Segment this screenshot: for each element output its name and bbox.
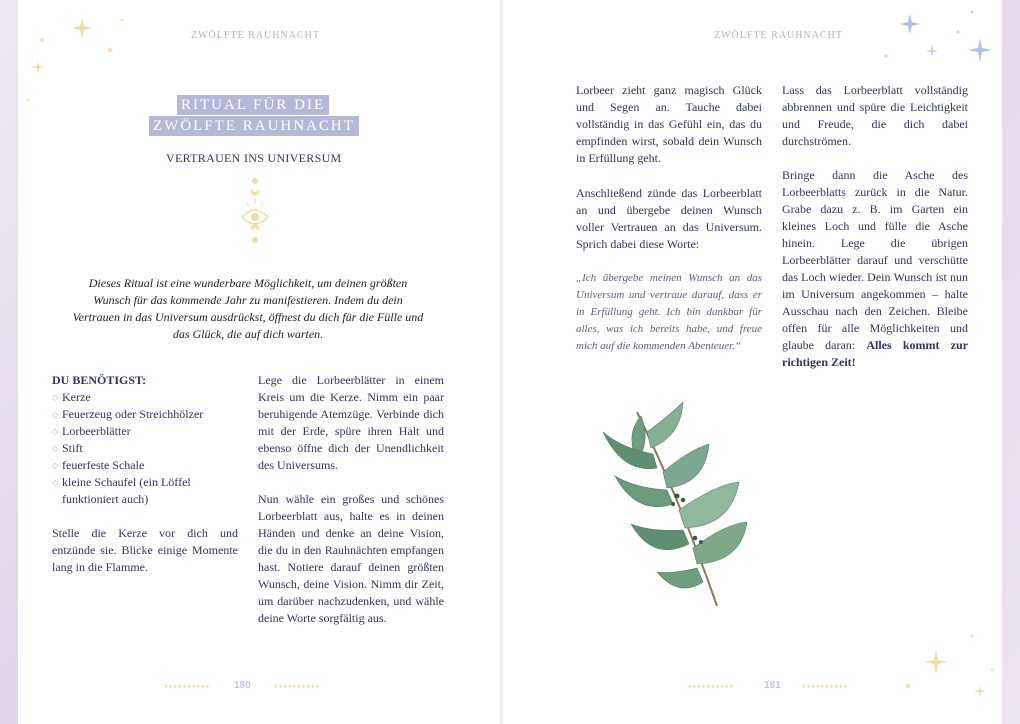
paragraph-burn: Lass das Lorbeerblatt vollständig abbrennen und spüre die Leichtigkeit und Freude, die dich dabei durchströmen. xyxy=(782,83,968,148)
paragraph-luck: Lorbeer zieht ganz magisch Glück und Segen an. Tauche dabei vollständig in das Gefühl ein, das du empfinden wirst, sobald dein Wunsch in Erfüllung geht. xyxy=(576,83,762,165)
ritual-quote: „Ich übergebe meinen Wunsch an das Universum und vertraue darauf, dass er in Erfüllung geht. Ich bin dankbar für alles, was ich bereits habe, und freue mich auf die kommenden Abenteuer.“ xyxy=(576,272,762,352)
needs-item: ◇ Lorbeerblätter xyxy=(52,423,220,440)
page-ornament-right: ●●●●●●●●●● xyxy=(688,684,735,690)
page-ornament-right: ●●●●●●●●●● xyxy=(802,684,849,690)
needs-item: ◇ Stift xyxy=(52,440,220,457)
needs-item: ◇ Feuerzeug oder Streichhölzer xyxy=(52,406,220,423)
paragraph-candle: Stelle die Kerze vor dich und entzünde sie. Blicke einige Momente lang in die Flamme. xyxy=(52,526,238,574)
bay-leaf-branch-illustration xyxy=(585,392,775,612)
page-number-left: 180 xyxy=(234,680,251,691)
moon-eye-icon xyxy=(235,175,275,245)
page-ornament-left: ●●●●●●●●●● xyxy=(274,684,321,690)
needs-heading: DU BENÖTIGST: xyxy=(52,373,147,387)
needs-list xyxy=(52,389,220,508)
page-number-right: 181 xyxy=(764,680,781,691)
decorative-stars-top-left xyxy=(18,0,138,110)
paragraph-circle: Lege die Lorbeerblätter in einem Kreis um die Kerze. Nimm ein paar beruhigende Atemzüge. Verbinde dich mit der Erde, spüre ihren Halt und ebenso öffne dich der Unendlichkeit des Universums. xyxy=(258,373,444,472)
book-gutter xyxy=(500,0,504,724)
paragraph-ash xyxy=(782,167,968,371)
decorative-stars-top-right xyxy=(862,0,1002,90)
paragraph-leaf: Nun wähle ein großes und schönes Lorbeerblatt aus, halte es in deinen Händen und denke an deine Vision, die du in den Rauhnächten empfangen hast. Notiere darauf deinen größten Wunsch, deine Vision. Nimm dir Zeit, um darüber nachzudenken, und wähle deine Worte sorgfältig aus. xyxy=(258,492,444,625)
paragraph-ash-bold: Alles kommt zur richtigen Zeit! xyxy=(782,338,969,369)
running-head-right: ZWÖLFTE RAUHNACHT xyxy=(714,30,843,41)
needs-item: ◇ kleine Schaufel (ein Löffel funktioniert auch) xyxy=(52,474,220,508)
ritual-title-line1: RITUAL FÜR DIE xyxy=(177,95,329,115)
paragraph-ash-text: Bringe dann die Asche des Lorbeerblatts zurück in die Natur. Grabe dazu z. B. im Garten ein kleines Loch und fülle die Asche hinein. Lege die übrigen Lorbeerblätter darauf und verschütte das Loch wieder. Dein Wunsch ist nun im Universum angekommen – halte Ausschau nach den Zeichen. Bleibe offen für alle Möglichkeiten und glaube daran: xyxy=(782,168,968,352)
ritual-subtitle: VERTRAUEN INS UNIVERSUM xyxy=(166,151,342,165)
running-head-left: ZWÖLFTE RAUHNACHT xyxy=(191,30,320,41)
intro-text: Dieses Ritual ist eine wunderbare Möglichkeit, um deinen größten Wunsch für das kommende Jahr zu manifestieren. Indem du dein Vertrauen in das Universum ausdrückst, öffnest du dich für die Fülle und das Glück, die auf dich warten. xyxy=(72,276,424,341)
paragraph-light: Anschließend zünde das Lorbeerblatt an und übergebe deinen Wunsch voller Vertrauen an das Universum. Sprich dabei diese Worte: xyxy=(576,186,762,251)
ritual-title-line2: ZWÖLFTE RAUHNACHT xyxy=(149,116,359,136)
needs-item: ◇ Kerze xyxy=(52,389,220,406)
needs-item: ◇ feuerfeste Schale xyxy=(52,457,220,474)
page-ornament-left: ●●●●●●●●●● xyxy=(164,684,211,690)
decorative-stars-bottom-right xyxy=(882,614,1002,724)
